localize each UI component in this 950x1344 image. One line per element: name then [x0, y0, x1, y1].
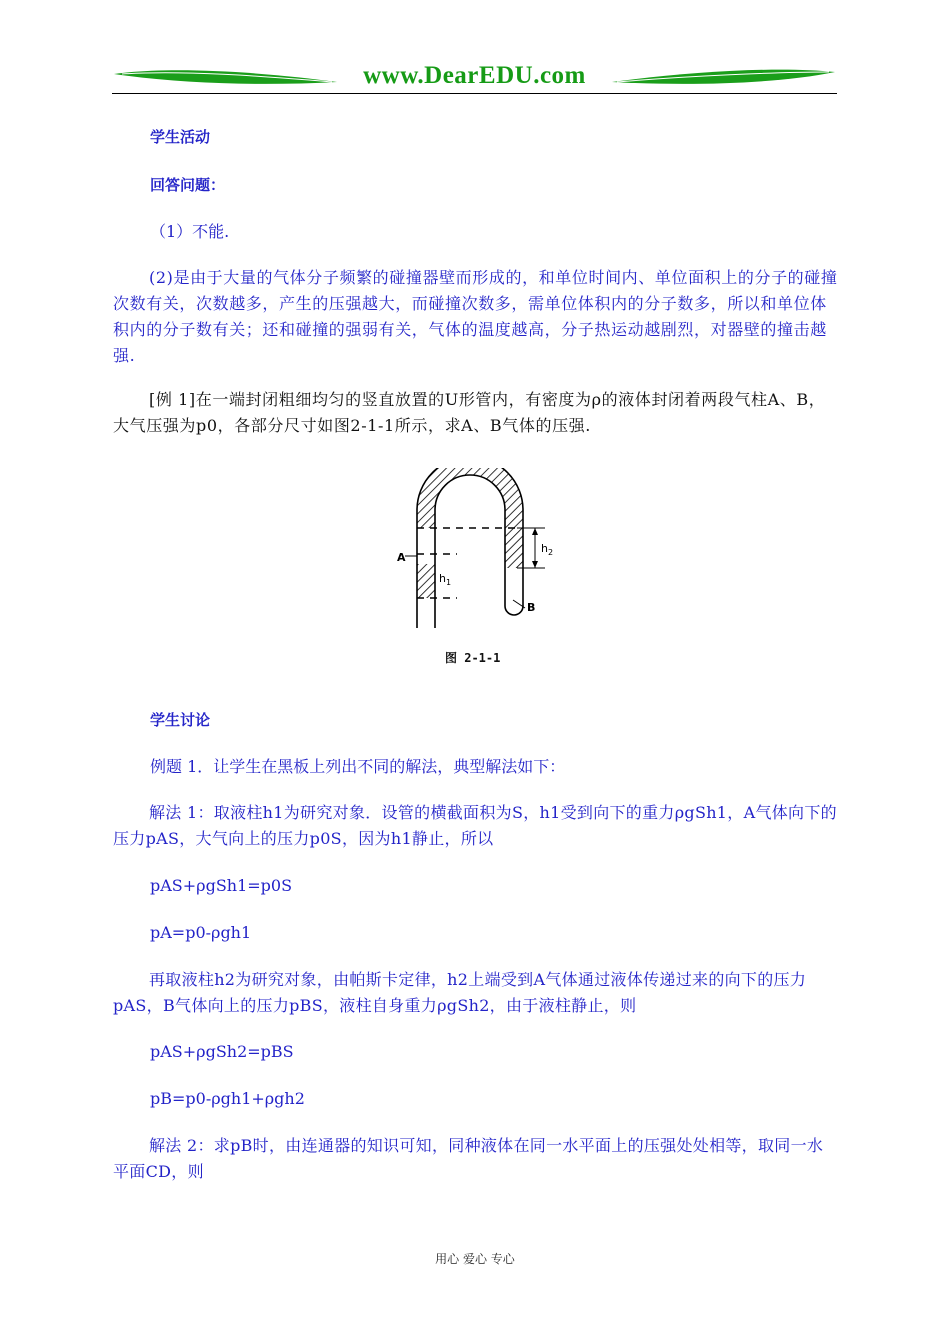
site-logo[interactable]: www.DearEDU.com — [363, 62, 586, 89]
label-b: B — [527, 601, 536, 614]
equation-4: pB=p0-ρgh1+ρgh2 — [150, 1089, 305, 1108]
answer-2: (2)是由于大量的气体分子频繁的碰撞器壁而形成的，和单位时间内、单位面积上的分子的碰撞次数有关，次数越多，产生的压强越大，而碰撞次数多，需单位体积内的分子数多，所以和单位体积内的分子数有关；还和碰撞的强弱有关，气体的温度越高，分子热运动越剧烈，对器壁的撞击越强. — [113, 268, 838, 365]
page-header — [112, 60, 837, 94]
method-1: 解法 1：取液柱h1为研究对象．设管的横截面积为S，h1受到向下的重力ρgSh1，A气体向下的压力pAS，大气向上的压力p0S，因为h1静止，所以 — [113, 803, 837, 848]
equation-3: pAS+ρgSh2=pBS — [150, 1042, 294, 1061]
tube-inner-wall — [435, 475, 505, 628]
answer-title: 回答问题： — [150, 176, 226, 194]
equation-2: pA=p0-ρgh1 — [150, 923, 252, 942]
label-h2: $h_2$ — [541, 542, 554, 557]
label-a: A — [397, 551, 406, 564]
discussion-title: 学生讨论 — [150, 711, 211, 729]
liquid-top-arch — [417, 468, 523, 568]
activity-title: 学生活动 — [150, 128, 211, 146]
method-1b: 再取液柱h2为研究对象，由帕斯卡定律，h2上端受到A气体通过液体传递过来的向下的压力pAS，B气体向上的压力pBS，液柱自身重力ρgSh2，由于液柱静止，则 — [113, 970, 807, 1015]
answer-1: （1）不能. — [150, 222, 230, 241]
example-1: [例 1]在一端封闭粗细均匀的竖直放置的U形管内，有密度为ρ的液体封闭着两段气柱A、B，大气压强为p0，各部分尺寸如图2-1-1所示，求A、B气体的压强. — [113, 390, 826, 435]
liquid-h1 — [417, 564, 435, 598]
figure-caption: 图 2-1-1 — [445, 651, 501, 665]
label-h1: $h_1$ — [439, 572, 452, 587]
header-divider — [112, 93, 837, 94]
example-intro: 例题 1．让学生在黑板上列出不同的解法，典型解法如下： — [150, 757, 566, 776]
equation-1: pAS+ρgSh1=p0S — [150, 876, 293, 895]
page-footer: 用心 爱心 专心 — [435, 1252, 515, 1266]
method-2: 解法 2：求pB时，由连通器的知识可知，同种液体在同一水平面上的压强处处相等，取同一水平面CD，则 — [113, 1136, 824, 1181]
u-tube-figure — [395, 468, 555, 668]
